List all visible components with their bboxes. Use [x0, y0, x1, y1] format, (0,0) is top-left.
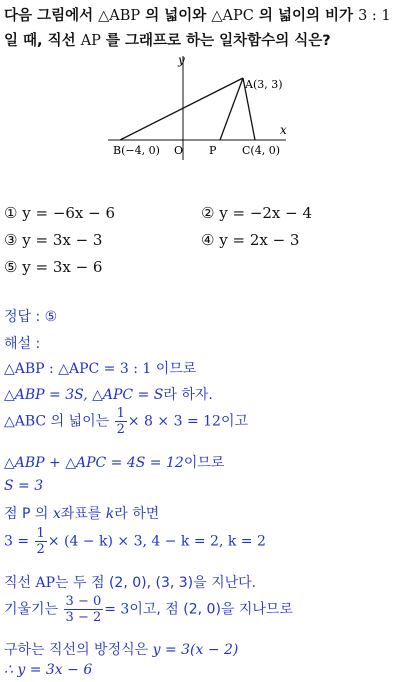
solution-line-3: [4, 406, 248, 437]
point-p-label: P: [209, 144, 217, 157]
solution-line-10: [4, 639, 238, 659]
solution-text: 구하는 직선의 방정식은: [4, 642, 153, 658]
choice-2[interactable]: [201, 204, 312, 222]
solution-math: 3 =: [4, 533, 34, 550]
solution-text: 이고: [220, 413, 249, 430]
question-line-1: [4, 4, 398, 29]
solution-line-6: [4, 503, 159, 523]
choice-expression: y = 3x − 3: [22, 231, 103, 249]
segment-ba: [120, 78, 243, 140]
fraction: [64, 594, 104, 625]
solution-math: y = 3(x − 2): [152, 642, 239, 658]
fraction-denominator: 2: [36, 542, 45, 557]
choice-1[interactable]: [4, 204, 115, 222]
answer-label: 정답 : ⑤: [4, 309, 58, 325]
point-b-label: B(−4, 0): [113, 144, 160, 157]
question-text-part: 일 때, 직선: [4, 33, 81, 49]
solution-text: 라 하면: [114, 506, 160, 522]
solution-line-11: [4, 662, 92, 678]
solution-line-4: [4, 452, 224, 472]
solution-math: × (4 − k) × 3, 4 − k = 2, k = 2: [47, 533, 266, 550]
y-axis-label: y: [178, 53, 185, 67]
solution-text: 라 하자.: [163, 387, 213, 403]
question-text-part: 의 넓이와: [140, 8, 212, 24]
solution-math: 직선 AP: [4, 575, 56, 591]
solution-math: k: [105, 506, 115, 522]
point-a-label: A(3, 3): [245, 78, 283, 91]
solution-text: 점 P 의: [4, 506, 53, 522]
solution-line-7: [4, 526, 266, 557]
solution-math: S = 3: [4, 478, 44, 494]
question-text-part: 의 넓이의 비가: [253, 8, 359, 24]
choice-4[interactable]: [201, 231, 299, 249]
question-line-2: [4, 29, 398, 54]
solution-math: × 8 × 3 = 12: [127, 413, 221, 430]
fraction: [115, 406, 127, 437]
solution-line-9: [4, 594, 293, 625]
choice-expression: y = 2x − 3: [219, 231, 300, 249]
question-text-part: 를 그래프로 하는 일차함수의 식은?: [100, 33, 331, 49]
triangle-abp: △ABP: [98, 8, 141, 24]
solution-text: 기울기는: [4, 601, 63, 618]
solution-text: △ABC 의 넓이는: [4, 413, 114, 430]
choice-3[interactable]: [4, 231, 102, 249]
triangle-apc: △APC: [211, 8, 254, 24]
solution-math: △ABP + △APC = 4S = 12: [4, 455, 184, 471]
choice-number: ①: [4, 204, 18, 222]
choice-number: ④: [201, 231, 215, 249]
line-ap-label: AP: [80, 33, 101, 49]
explanation-heading: 해설 :: [4, 336, 41, 352]
solution-math: x: [52, 506, 61, 522]
solution-text: 좌표를: [60, 506, 106, 522]
point-c-label: C(4, 0): [242, 144, 280, 157]
solution-text: 는 두 점 (2, 0), (3, 3)을 지난다.: [55, 575, 257, 591]
solution-line-5: [4, 478, 43, 494]
choice-expression: y = 3x − 6: [22, 258, 103, 276]
fraction-numerator: 3 − 0: [65, 594, 102, 609]
solution-math: ∴ y = 3x − 6: [4, 662, 93, 678]
question-text: [4, 4, 398, 54]
choice-number: ⑤: [4, 258, 18, 276]
origin-label: O: [174, 144, 184, 157]
fraction-denominator: 3 − 2: [65, 610, 102, 625]
fraction: [35, 526, 47, 557]
coordinate-graph: [108, 52, 293, 164]
choice-number: ②: [201, 204, 215, 222]
choice-number: ③: [4, 231, 18, 249]
solution-math: = 3: [104, 601, 130, 618]
solution-text: 이므로: [183, 455, 225, 471]
solution-text: 이고, 점 (2, 0)을 지나므로: [129, 601, 293, 618]
choice-expression: y = −6x − 6: [22, 204, 116, 222]
fraction-numerator: 1: [36, 526, 45, 541]
area-ratio: 3 : 1: [358, 8, 391, 24]
x-axis-label: x: [280, 123, 287, 137]
question-text-part: 다음 그림에서: [4, 8, 99, 24]
solution-line-2: [4, 384, 213, 404]
solution-math: △ABP = 3S, △APC = S: [4, 387, 164, 403]
solution-line-8: [4, 572, 256, 592]
solution-text: △ABP : △APC = 3 : 1 이므로: [4, 361, 197, 377]
choice-5[interactable]: [4, 258, 102, 276]
fraction-numerator: 1: [116, 406, 125, 421]
solution-line-1: [4, 358, 196, 378]
fraction-denominator: 2: [116, 422, 125, 437]
choice-expression: y = −2x − 4: [219, 204, 313, 222]
